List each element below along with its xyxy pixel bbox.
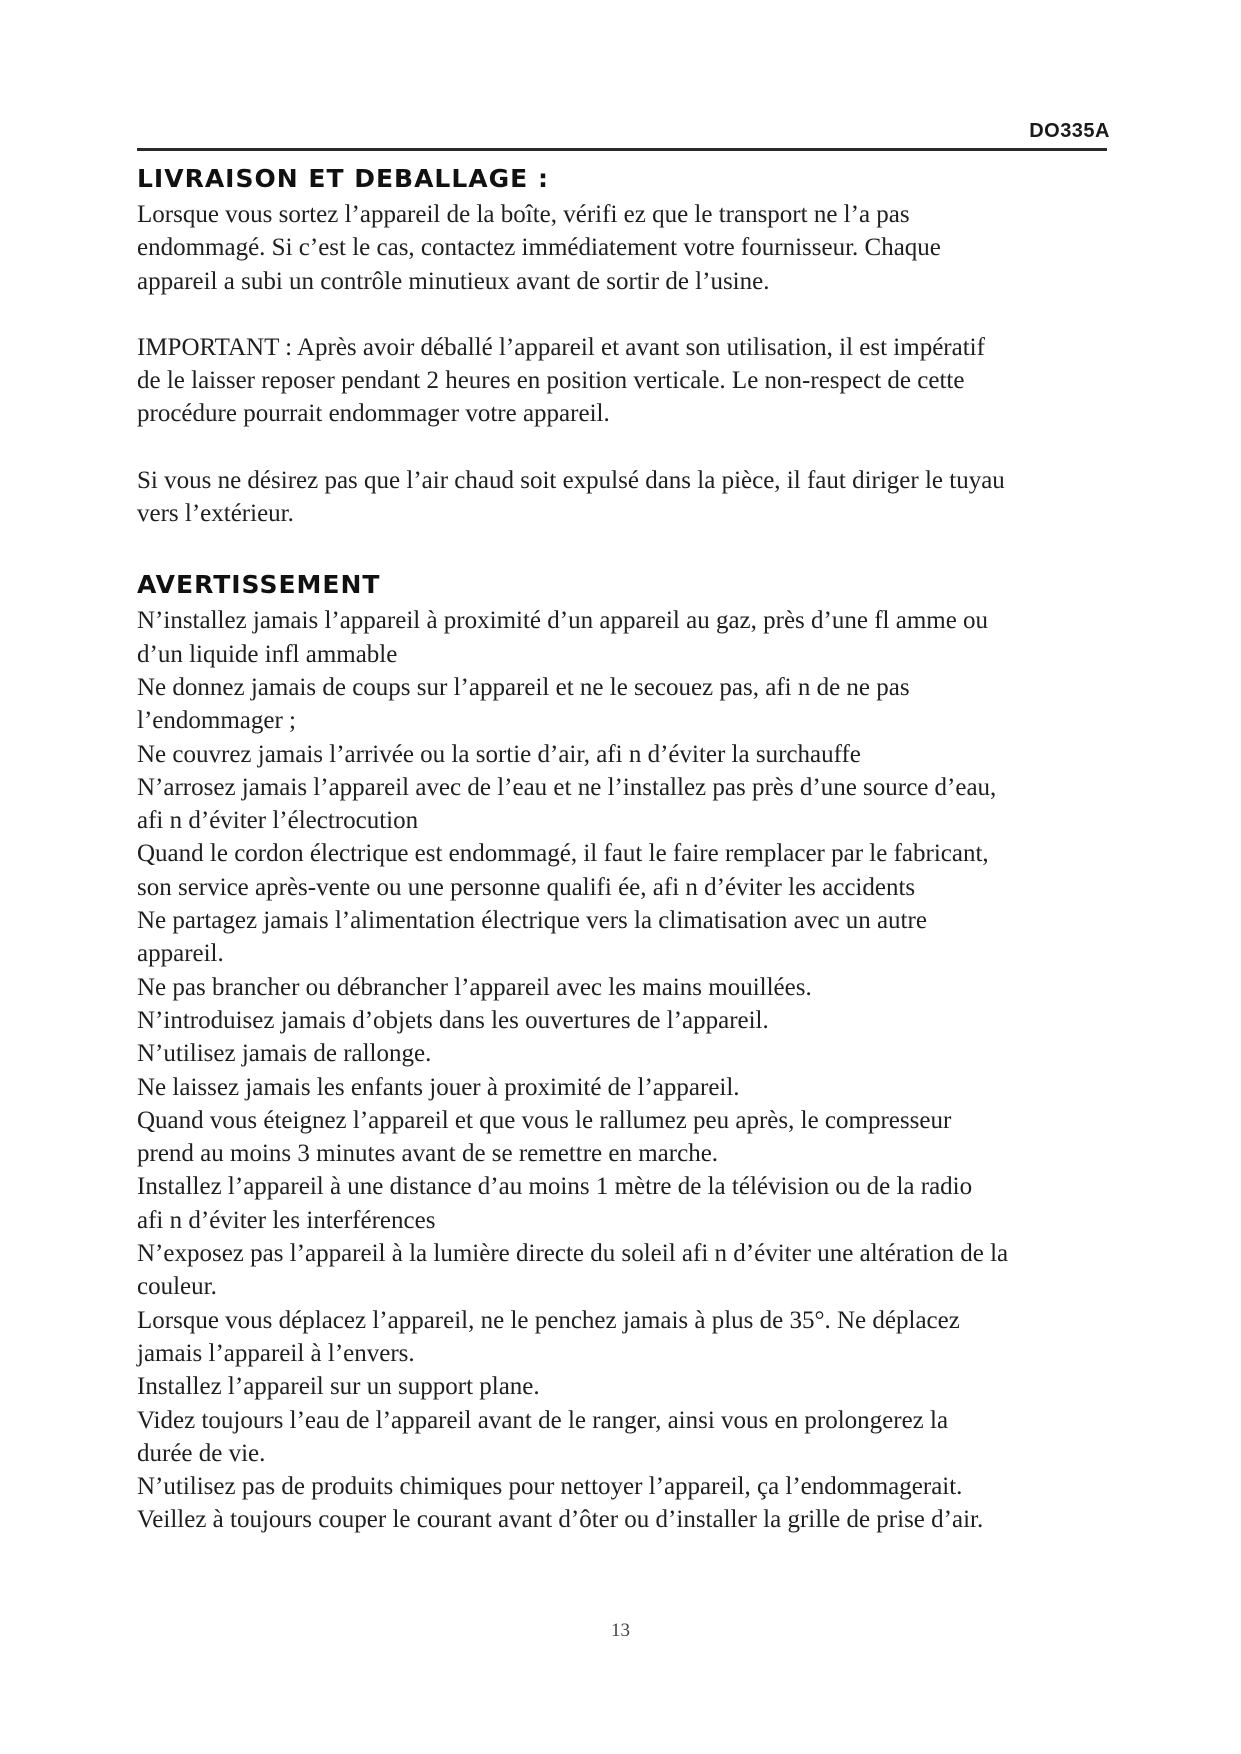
section-livraison xyxy=(137,160,1117,530)
section-avertissement xyxy=(137,566,1117,1536)
warning-item: Installez l’appareil à une distance d’au moins 1 mètre de la télévision ou de la radio afi n d’éviter les interférences xyxy=(137,1173,973,1234)
warning-item: Ne partagez jamais l’alimentation électrique vers la climatisation avec un autre appareil. xyxy=(137,907,927,968)
section-heading-livraison: LIVRAISON ET DEBALLAGE : xyxy=(137,164,549,193)
section-heading-avertissement: AVERTISSEMENT xyxy=(137,570,381,600)
warning-item: Quand vous éteignez l’appareil et que vous le rallumez peu après, le compresseur prend au moins 3 minutes avant de se remettre en marche. xyxy=(137,1106,952,1168)
page-content xyxy=(137,160,1117,1537)
warning-item: Videz toujours l’eau de l’appareil avant de le ranger, ainsi vous en prolongerez la durée de vie. xyxy=(137,1406,949,1467)
warning-item: Ne donnez jamais de coups sur l’appareil et ne le secouez pas, afi n de ne pas l’endommager ; xyxy=(137,673,910,735)
warning-item: N’utilisez jamais de rallonge. xyxy=(137,1040,432,1068)
warning-item: Installez l’appareil sur un support plane. xyxy=(137,1373,540,1401)
paragraph-hot-air: Si vous ne désirez pas que l’air chaud soit expulsé dans la pièce, il faut diriger le tuyau vers l’extérieur. xyxy=(137,466,1005,528)
warning-list xyxy=(137,604,1117,1536)
paragraph-important: IMPORTANT : Après avoir déballé l’appareil et avant son utilisation, il est impératif de le laisser reposer pendant 2 heures en position verticale. Le non-respect de cette procédure pourrait endommager votre appareil. xyxy=(137,333,985,428)
warning-item: Lorsque vous déplacez l’appareil, ne le penchez jamais à plus de 35°. Ne déplacez jamais l’appareil à l’envers. xyxy=(137,1306,960,1367)
paragraph-spacer xyxy=(137,298,1117,331)
warning-item: Ne couvrez jamais l’arrivée ou la sortie d’air, afi n d’éviter la surchauffe xyxy=(137,740,861,768)
page-number: 13 xyxy=(611,1620,630,1641)
header-rule xyxy=(137,148,1107,151)
model-code: DO335A xyxy=(1029,120,1110,142)
warning-item: N’arrosez jamais l’appareil avec de l’eau et ne l’installez pas près d’une source d’eau, afi n d’éviter l’électrocution xyxy=(137,773,997,835)
warning-item: Ne laissez jamais les enfants jouer à proximité de l’appareil. xyxy=(137,1073,740,1101)
warning-item: Veillez à toujours couper le courant avant d’ôter ou d’installer la grille de prise d’air. xyxy=(137,1506,984,1534)
paragraph-spacer xyxy=(137,431,1117,464)
warning-item: N’utilisez pas de produits chimiques pour nettoyer l’appareil, ça l’endommagerait. xyxy=(137,1473,963,1501)
warning-item: Quand le cordon électrique est endommagé, il faut le faire remplacer par le fabricant, son service après-vente ou une personne qualifi ée, afi n d’éviter les accidents xyxy=(137,840,989,901)
paragraph-inspection: Lorsque vous sortez l’appareil de la boîte, vérifi ez que le transport ne l’a pas endommagé. Si c’est le cas, contactez immédiatement votre fournisseur. Chaque appareil a subi un contrôle minutieux avant de sortir de l’usine. xyxy=(137,201,941,295)
section-spacer xyxy=(137,530,1117,566)
warning-item: N’exposez pas l’appareil à la lumière directe du soleil afi n d’éviter une altération de la couleur. xyxy=(137,1240,1009,1301)
warning-item: N’installez jamais l’appareil à proximité d’un appareil au gaz, près d’une fl amme ou d’un liquide infl ammable xyxy=(137,607,989,668)
warning-item: Ne pas brancher ou débrancher l’appareil avec les mains mouillées. xyxy=(137,973,812,1001)
warning-item: N’introduisez jamais d’objets dans les ouvertures de l’appareil. xyxy=(137,1006,769,1034)
